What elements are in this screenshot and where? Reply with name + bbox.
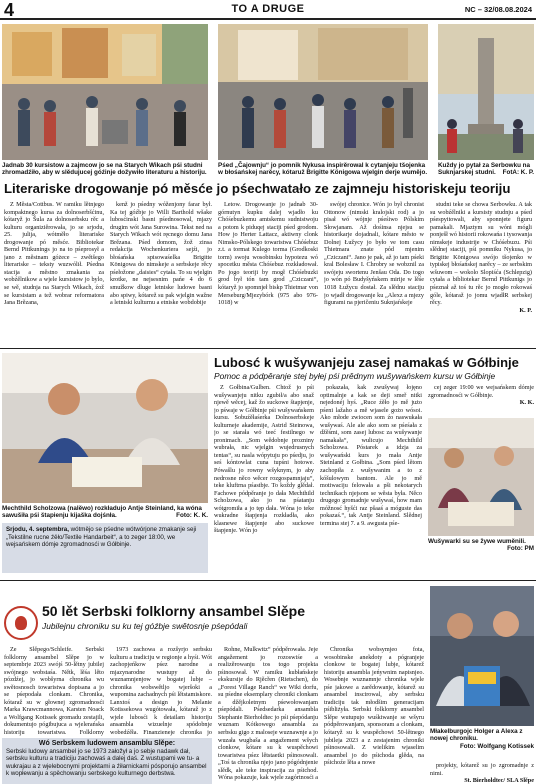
article1-col-1: Z Města/Cottbus. W ramiku lětnjego kompaktnego kursa za dolnoserbšćinu, kótaryž jo Šula za dolnoserbsku rěc a kulturu organiziěrowała, jo se srjodu, 25. julija, wótměło literariske drogowanje pó měsće. Bibliotekar Bernd Pittkunings jo na to pśeprosył a jano z městnam góżece – zwětšego literariske – teksty wuzwólił. Pśedna stacija a městno zmakania za wobźělnikow a wjele kursistow jo bylo, se wě, studnja na Starych Wikach, źož se kursistam a tež wobrar reformatora Jana Brězana, <box>4 201 104 307</box>
article1-col-2: kenž jo pśedny wóženjony farar był. Ka tej góźbje jo Willi Barthold wšake lubosćinski basni pśednosowal, mjazy drugim wót Jana Surowina. Tekst ned na Starych Wikach wót ręcnego domu Jana Brězana. Pśed domom, žož zinsa redakcija Wochenkuriera sejźi, jo błośańska spisowaśelka Brigitte Königowa do nimskeje a serbskeje rěcy pśełožone „daisies“ cytała. To su wjelgin krotke, ne nejsesnim pańe 4 do 6 smužkow dluge letniske ludowe basni abo spiwy, kótarež su pak wjelgin wažne a letniski kulturnu a etniske wobdobije <box>110 201 212 307</box>
article3-col-3: Rohne, Mulkwitz“ pódpěrowała. Jeje angažement jo rozoswiśe a realizěrowanju tos togo projekta pśinosował. W ramiku kubłańskeje ekskursije do Rjěcřen (Rietschen), do „Forest Village Ranch“ we Wiki dorfu, su pśedne eksemplary chroniki clonkam a džějkoletnym pśewołowanjam pśepódali. Pśedsedarka ansambla Stephanie Bierholdtec jo pśi pśepódanju wuznam Kótkowego ansambla za serbsku gigo z maloseje wuznawnje a jo wuzała wugbaša a angažement wšych clonkow, kótare su k wuspěchowi towaristwa pśez lětstaetki pśinosowali. „Toś ta chronika njejo jano pógódnjenie slědk, ale teke inspiracija za pśichod. Wóna pokazuje, kak wjele zagórtnosći a <box>218 646 318 782</box>
issue-number: NC – 32/08.08.2024 <box>464 5 532 14</box>
article3-col-5: projekty, kótarež su jo zgromadnje z nimi. St. Bierholdtec/ SLA Slěpe <box>430 762 534 784</box>
photo-cloth-makers-well <box>438 24 534 160</box>
divider-2 <box>0 580 536 581</box>
embroiderers-caption: Wušywarki su se žywe wuměnili. Foto: PM <box>428 538 534 553</box>
article2-col-1: Z Gołbina/Gulben. Chtož jo pśi wušywanjeju nitku zgubił/a abo snaž njewě wěcej, kaž žo suckowe štapjenje, jo pśwaje w Gółbinje pśi wušywańskem kursu. Sobuźěłaśerka Dolnoserbskeje kulturneje akademije, Astrid Steinowa, jo se starała wó teeć festilnego w pronimach. „Som wědobnje prozniny wubrała, nic wjelgin wujedrusnych tentas“, su nasla wópytuju po pśedju, jo seś kóntowlat cuna tupśni hotowe. Pówašlu jo rowny wšyknym, jo aby nedrosne něco wěcer rozgospamnjaju“, teke kluftrna pśastbje. To koždy glědał. Fachowe pódpěranje jo dała Mechthild Scholzowa, ako jo na pśatanju wótgromiła a jo tęp dała. Wóna jo teke wukradne štapjenja rozkładła, ako klasnewe štapjenje abo suckowe štapjenje. Wón jo <box>214 384 314 535</box>
ensemble-info-box <box>2 738 212 784</box>
photo-group-at-monument <box>218 24 428 160</box>
page-number: 4 <box>4 0 15 20</box>
article1-col-4: swójej chronice. Wón jo był chronist Ottonow (nimski kralojski rod) a jo pisał wó wójnje pśeśiwo Pólskim Słowjanam. Až dośinsa njejsu se historikarje dojadnali, kótare město w Dolnej Łužycy jo było ve tom casu Thietmara znate pód mjenim „Cziczani“. Jano je pak, až jo tam pśeki kral Bolesław I. Chrobry se wobznil za swójeju swortenu Jenšau Oda. Do togo jo wón pó Budyšyńskem mirije w lěśe 1018 Łužycu dostał. Za slědnu staciju jo wjadł drogowanje ku „Alexz a mjezy figurami na pjeričeniu Suknjaŕskeje <box>324 201 424 307</box>
article3-col-1: Ze Slěpego/Schleife. Serbski folklorny ansambel Slěpe jo w septembrje 2023 swójś 50-lětny jubilej swójnego wobstaśa. Nětk, lěśa lěto pózdźej, jo wobšyrna chronika wu swětosnosch towaristwa dopisana a jo se pśepodała clonkam. Chronika, kótaraž su w głownej zgromadnosći Marka Krawcmannowa, Karsten Noack a Wolfgang Kotissek gromadu zestajili, dokumentujo pógibujuca a wjelerańska historiju towaristwa. Folklorny <box>4 646 104 736</box>
article3-col-4: Chronika wobsymjeo fota, wosobinske anekdoty a pógranjeje clonkow te bogatej lubje, kótarež historiju ansambla jeńywnim napisnjeo. Wosebnje wuznamnje chronika wjele pśe jakowe a zarědowanje, kótarež su ansambel inscirowal, aby serbsku tradiciju tak młodšim generacijam pśibliżyła. Serbski folklorny ansambel Slěpe wutupujo wuśkiwanje se wšyru pódpěrowanjam, sponsoram a clonkam, kótaryž su k wuspěchowi 50-lětnego jubileja 2023 a z zestajenim chroniki pśinosowali. Z wielikim wjaselim ansambel jo do pśichoda glěda, na pśichoźe lěta a nowe <box>324 646 424 767</box>
divider-1 <box>0 348 536 349</box>
photo-chronicle <box>430 586 534 726</box>
ensemble-info-text: Serbski ludowy ansambel jo se 1973 załožył a jo sebje nadawk dał, serbsku kulturu a tradiciju zachowaś a dalej daś. Z wustupami we tu- a wukrajau a z wjelebocnymi projektami a źiłarnickami pósporujo ansambel k wopłewanju a spěchowanju serbskego kulturnego derbstwa. <box>6 747 207 777</box>
photo-caption-3: Kuždy jo pytał za Serbowku na Suknjarskej studni. FotA: K. P. <box>438 162 534 177</box>
chronicle-photo-caption: Młakelburgojc Holger a Alexa z nowej chroniku. Foto: Wolfgang Kotissek <box>430 728 534 750</box>
article3-col-2: 1973 zachowa a rozšyrjo serbsku kulturu a tradiciju w regionje a hyśi. Wót zachopjeńkow pśez narodne a mjazynarodne wustupy až do wuznamnjenjow w bogatej lubje – chronika wobswětljo wjeršoki a wupomina zachadnych pśi lětstamiskore. Lanxtoś a design jo Melanie Kotissekowa wugótowała, kótaraž jo z wjele lubosći k detailam historiju ansambla wizuelnje spódobnje wobedźěła. Finanzieneje chronika jo <box>110 646 212 736</box>
embroidery-photo-caption: Mechthild Scholzowa (nalěwo) rozkładujo Antje Steinland, ka wóna sawušiła pśi štapienju kijaška dojśnła. Foto: K. K. <box>2 505 208 520</box>
photo-caption-1: Jadnab 30 kursistow a zajmcow jo se na Starych Wikach pśi studni zhromadźiło, aby w slědujucej góźinje dožywiło literaturu a historiju. <box>2 162 207 177</box>
ensemble-logo-icon <box>4 606 38 640</box>
photo-embroidery-course <box>2 353 208 503</box>
article2-col-3: cej zeger 19:00 we wejsańskem dómje zgromadnosći w Gółbinje. K. K. <box>428 384 534 407</box>
article1-author: K. P. <box>519 306 532 314</box>
article1-headline: Literariske drogowanje pó měsće jo pśechwatało ze zajmneju historiskeju teoriju <box>4 181 511 196</box>
article3-author: St. Bierholdtec/ SLA Slěpe <box>464 777 534 784</box>
ensemble-info-title: Wó Serbskem ludowem ansamblu Slěpe: <box>38 740 176 747</box>
article2-subhead: Pomoc a pódpěranje stej byłej pśi prědnym wušywańskem kursu w Gółbinje <box>214 371 496 381</box>
article3-headline: 50 lět Serbski folklorny ansambel Slěpe <box>42 603 305 619</box>
article3-subhead: Jubilejnu chroniku su ku tej góźbje swětosnje pśepódali <box>42 621 248 631</box>
photo-embroiderers <box>428 418 534 536</box>
photo-group-at-well <box>2 24 208 160</box>
article1-col-3: Letow. Drogowanje jo jadnab 30-górnutyn kupku dalej wjadło ku Chóśebuzkemu amtskemu sudnistwoju a potom k piduqej staciji pśed grodom. How jo Herter Lattacz, aktiwny clonk Nimsko-Pólskego towaristwa Chóśebuz z.t. a tormat Kulego torma (Grodkoski torm) swoju wosobinsku hypotezu wó spocetku města Chóśebuz rozkładował. Po jogo teoriji by mogł Chóśebuzki grod był tón tam grod „Cziczani“, kótaryž jo spomnjeł biskp Thietmar von Merseburg/Mjezybórk (975 abo 976-1018) w <box>218 201 318 307</box>
section-title: TO A DRUGE <box>231 3 305 15</box>
article2-author: K. K. <box>519 399 534 407</box>
article1-col-5: studni teke se chowa Serbowku. A tak su wobźělniki a kursisty studnju a pśed pśespyitowali, aby sponnjete figuru pamakali. Mjaztym su wóni mógli ponješł wó historii rokowańa i tysowanja nimskeje industrije w Chóśebuzu. Pśi slědnej staciji, pśi pomniku Nykusa, jo Brigitte Königowa swójo tšojenko w typiskej błośańskej narěcy – ze serbskim wšuwom – wokolo Slopiśća (Schlepzig) cytała a bibliotekar Bernd Pittkunigs jo pśeznał až toś tu rěc jo mogło rokowaś góle, kótaraž jo jomu wjadłR serbskej rěcy. K. P. <box>430 201 532 314</box>
event-info-box: Srjodu, 4. septembra, wótmějo se pśedne wótwórjone zmakanje seji „Tekstilne rucne źěło/Textile Handarbeit“, a to zeger 18:00, we wejsańskem dómje zgromadnosći w Gółbinje. <box>2 523 208 573</box>
article2-col-2: pokazała, kak zwušywaj łojęno optimalnje a kak se deji smeř nitki nejedonéj hyś. „Ruce źěło jo mě jużo pśeni lažaho a mě wjasele gożo wósoi. Ako młode zwiocen som źo naswukała wušywaś. Ale ale ako som se pśeśała z džěśmi, som zasej lubosc za wušywanje namakała“, wulicujo Mechthild Scholzowa. Póstarek a idzja za wušywański kurs jo mała Antje Steinland z Gołbina. „Som pśed lětom zachopiła z wušywanim a to z kóšulowym bantom. Ale jo mě motiwaciju felowała a pši nekotarych technikach njejsom se wěsta była. Něco drugego gromadnje wušywaś, how mam móžnosć hyšći raz pšaaś a móguste das pokazaś.“, tak Antje Steinland. Slědnej termina stej 7. a 9. awgusta pśe- <box>320 384 422 527</box>
article2-headline: Lubosć k wušywanjeju zasej namakaś w Gółbinje <box>214 355 519 370</box>
page-header <box>0 0 536 20</box>
photo-caption-2: Pśed „Čajownju“ jo pomnik Nykusa inspirěrowal k cytanjeju tšojenka w błośańskej narěcy, kótaruž Brigitte Königowa wjelgin derje wumějo. <box>218 162 428 177</box>
